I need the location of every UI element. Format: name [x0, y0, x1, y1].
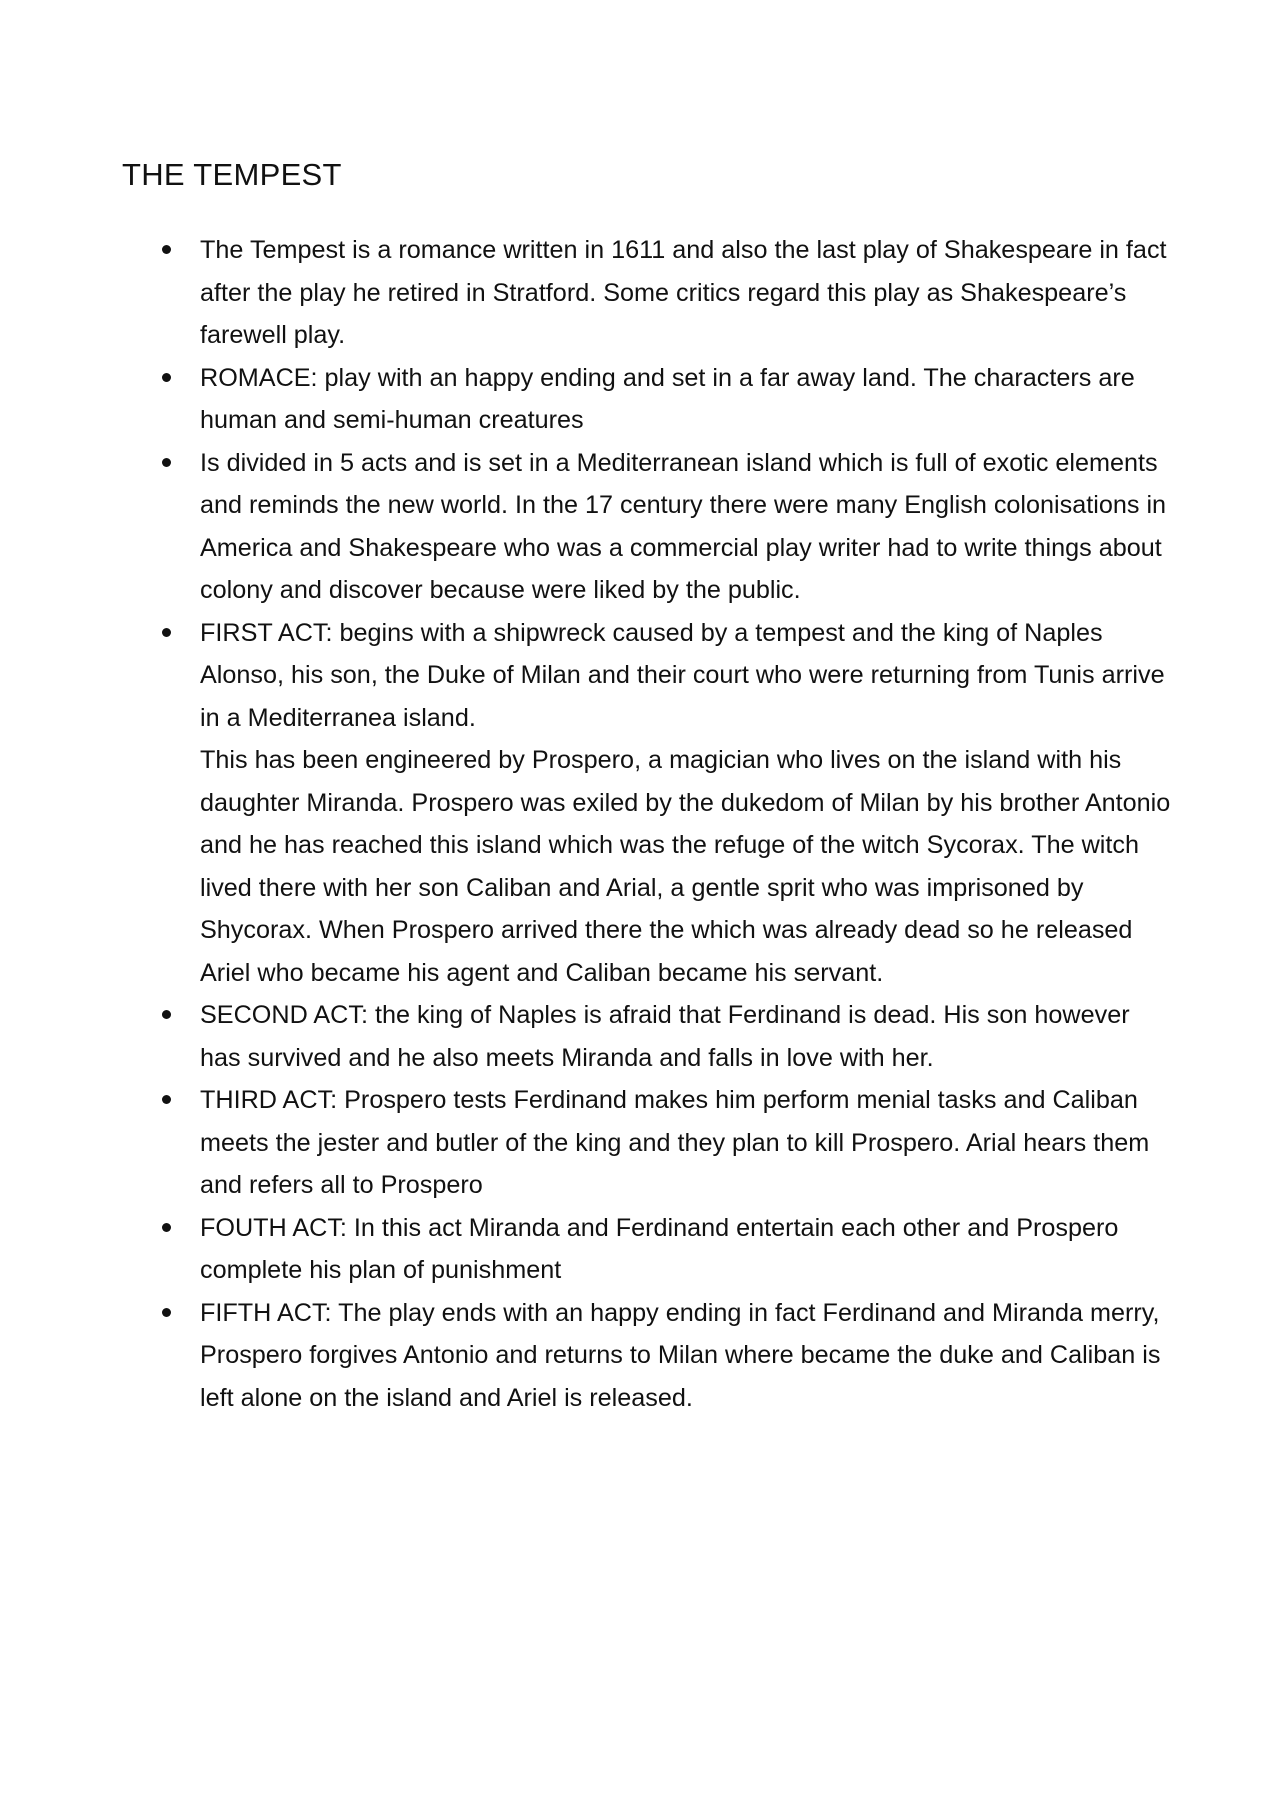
bullet-icon	[162, 628, 171, 637]
bullet-text: THIRD ACT: Prospero tests Ferdinand makes him perform menial tasks and Caliban meets the jester and butler of the king and they plan to kill Prospero. Arial hears them and refers all to Prospero	[200, 1086, 1150, 1199]
bullet-icon	[162, 373, 171, 382]
document-title: THE TEMPEST	[122, 157, 342, 192]
bullet-text: Is divided in 5 acts and is set in a Mediterranean island which is full of exotic elements and reminds the new world. In the 17 century there were many English colonisations in America and Shakespeare who was a commercial play writer had to write things about colony and discover because were liked by the public.	[200, 448, 1167, 604]
bullet-item-structure	[0, 442, 1172, 612]
bullet-icon	[162, 245, 171, 254]
bullet-icon	[162, 458, 171, 467]
bullet-icon	[162, 1010, 171, 1019]
bullet-item-fourth-act	[0, 1207, 1172, 1292]
bullet-item-intro	[0, 229, 1172, 357]
bullet-text: SECOND ACT: the king of Naples is afraid that Ferdinand is dead. His son however has survived and he also meets Miranda and falls in love with her.	[200, 1001, 1130, 1072]
bullet-item-first-act	[0, 612, 1172, 995]
bullet-text: ROMACE: play with an happy ending and set in a far away land. The characters are human and semi-human creatures	[200, 363, 1135, 434]
bullet-text: FIRST ACT: begins with a shipwreck caused by a tempest and the king of Naples Alonso, his son, the Duke of Milan and their court who were returning from Tunis arrive in a Mediterranea island.	[200, 618, 1165, 732]
bullet-item-romance	[0, 357, 1172, 442]
bullet-list	[0, 229, 1280, 1419]
bullet-icon	[162, 1308, 171, 1317]
bullet-item-second-act	[0, 994, 1172, 1079]
bullet-text: FOUTH ACT: In this act Miranda and Ferdinand entertain each other and Prospero complete his plan of punishment	[200, 1213, 1119, 1284]
bullet-icon	[162, 1095, 171, 1104]
bullet-item-third-act	[0, 1079, 1172, 1207]
bullet-item-fifth-act	[0, 1292, 1172, 1420]
bullet-text: FIFTH ACT: The play ends with an happy ending in fact Ferdinand and Miranda merry, Prospero forgives Antonio and returns to Milan where became the duke and Caliban is left alone on the island and Ariel is released.	[200, 1298, 1161, 1412]
bullet-text-continuation: This has been engineered by Prospero, a magician who lives on the island with his daughter Miranda. Prospero was exiled by the dukedom of Milan by his brother Antonio and he has reached this island which was the refuge of the witch Sycorax. The witch lived there with her son Caliban and Arial, a gentle sprit who was imprisoned by Shycorax. When Prospero arrived there the which was already dead so he released Ariel who became his agent and Caliban became his servant.	[200, 746, 1171, 987]
bullet-text: The Tempest is a romance written in 1611 and also the last play of Shakespeare in fact after the play he retired in Stratford. Some critics regard this play as Shakespeare’s farewell play.	[200, 236, 1167, 349]
bullet-icon	[162, 1223, 171, 1232]
